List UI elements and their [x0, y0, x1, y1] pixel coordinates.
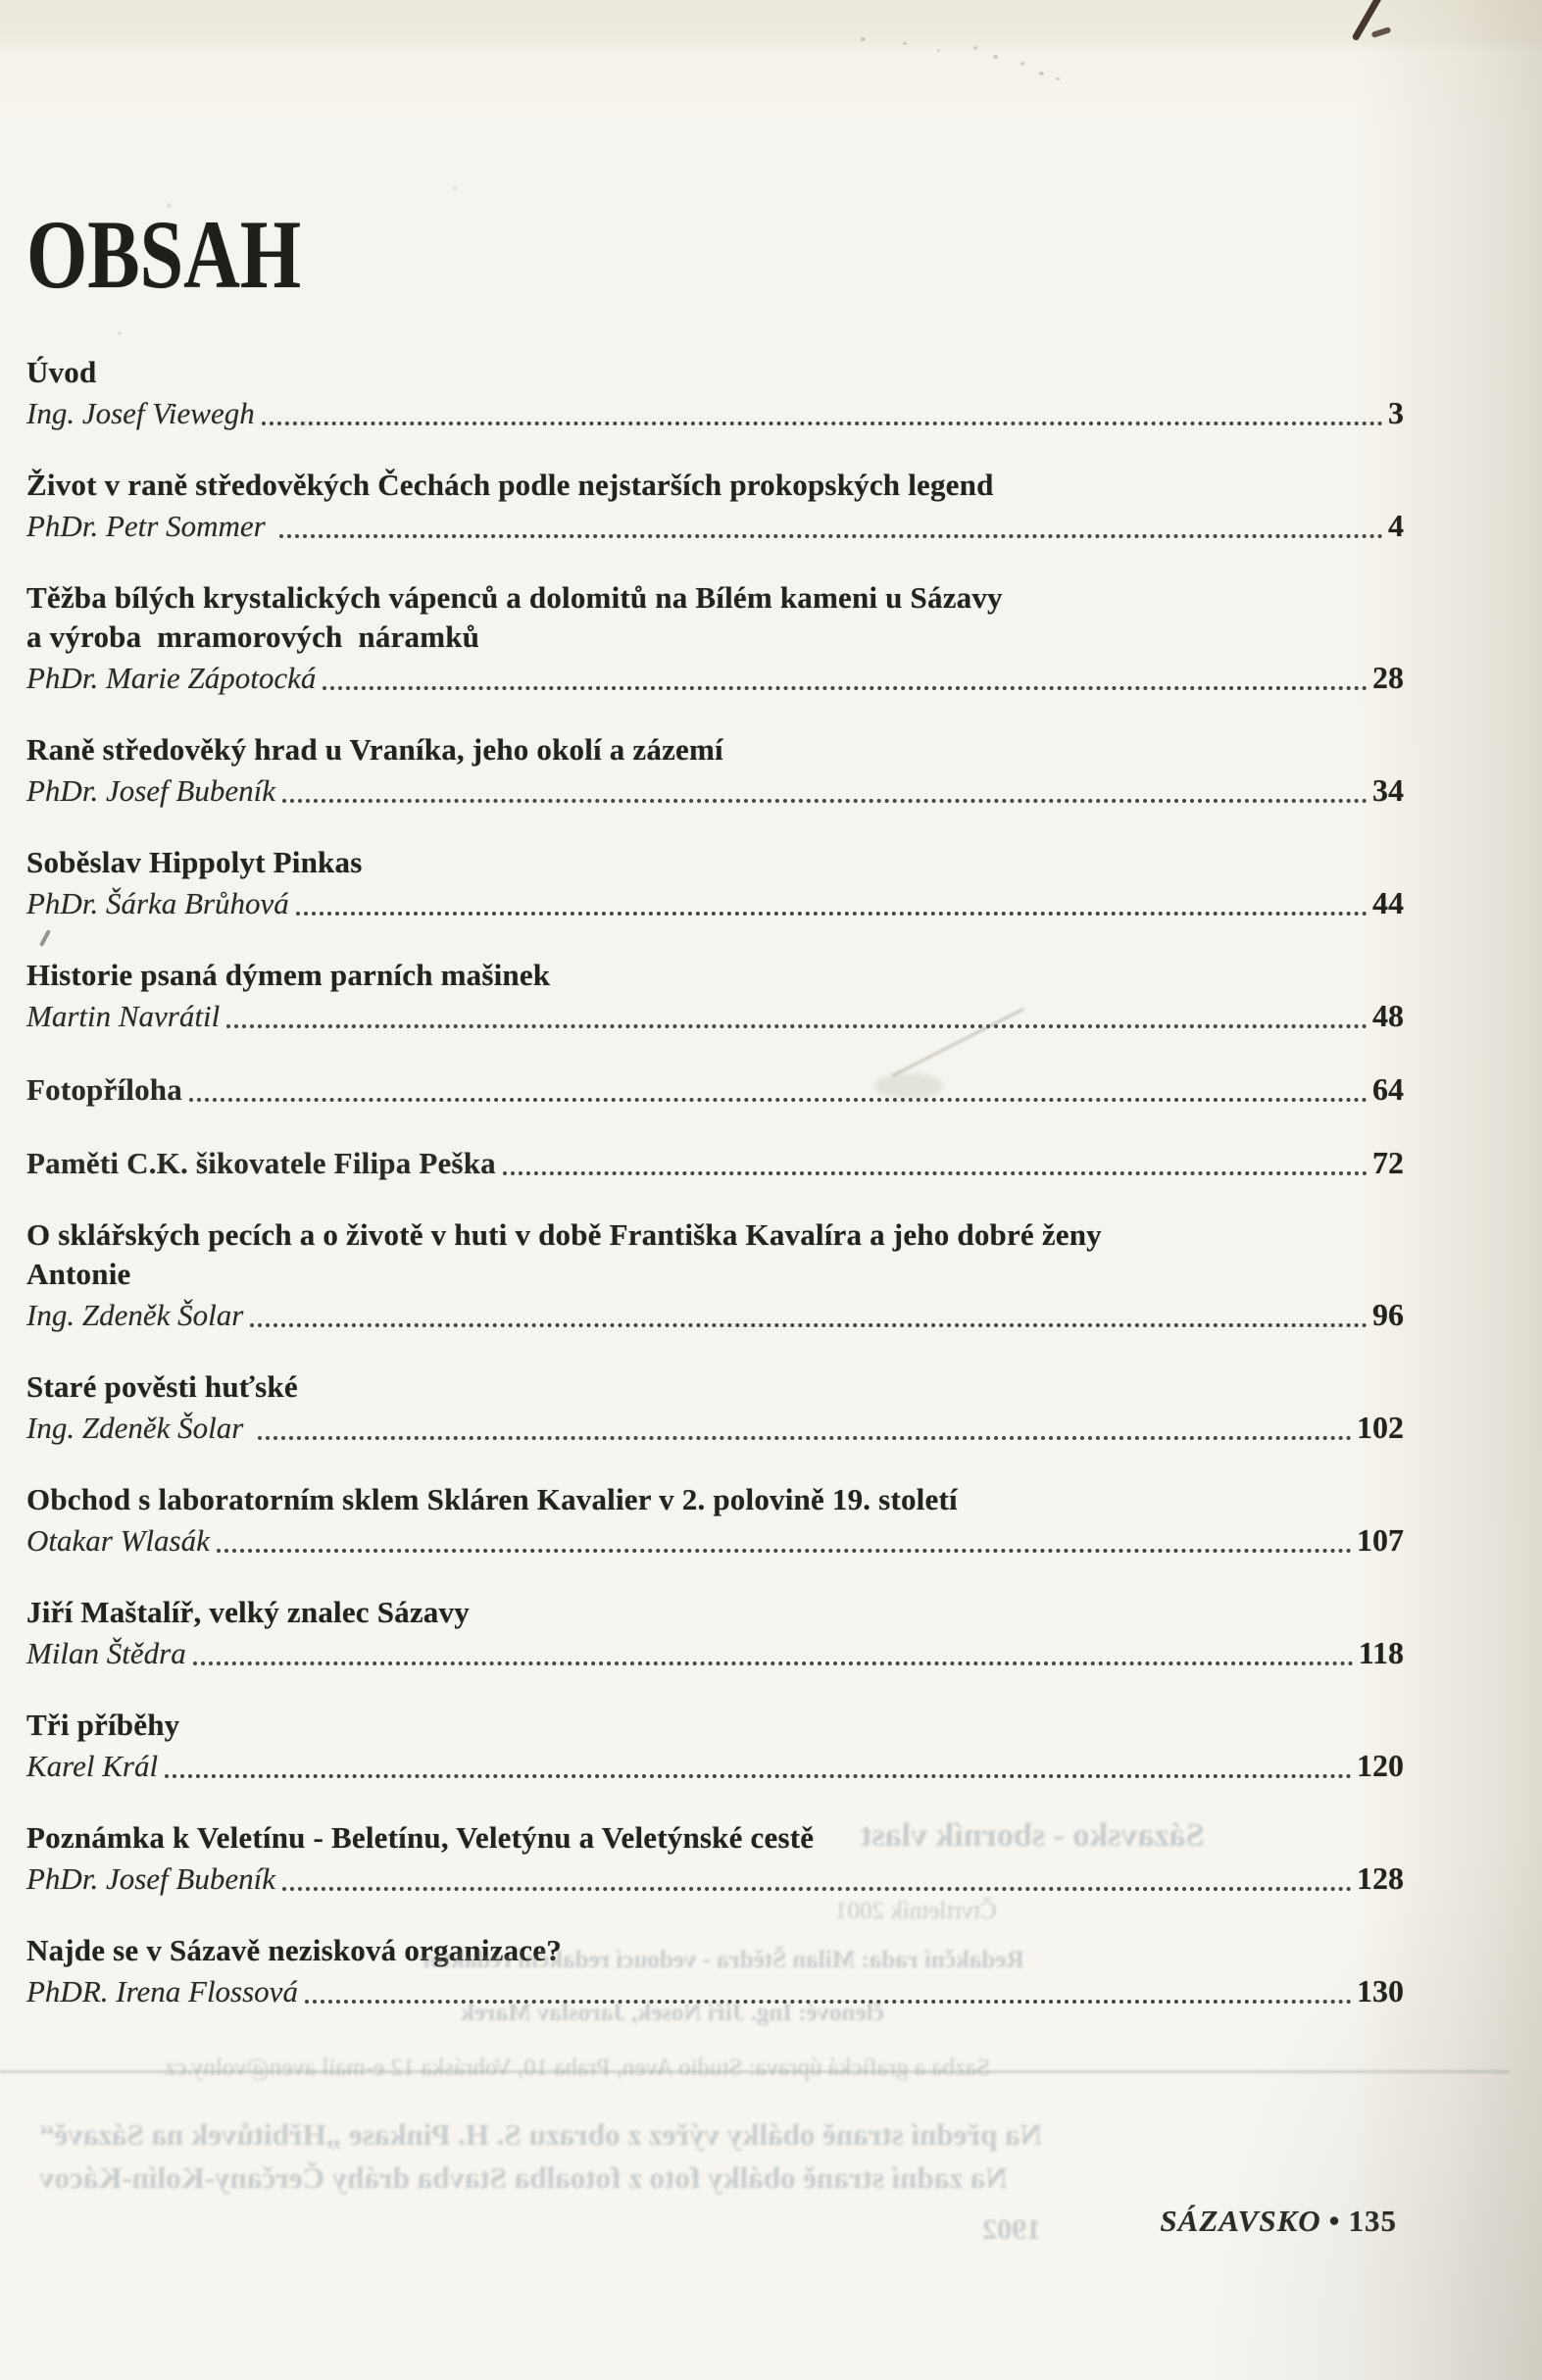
- dotted-leader: [193, 1661, 1354, 1665]
- scan-artifact-stroke: [1371, 26, 1392, 38]
- toc-page-number: 96: [1372, 1297, 1404, 1332]
- toc-leader-row: [26, 769, 1404, 812]
- toc-entry-title-line: Úvod: [26, 355, 97, 389]
- toc-page-number: 48: [1372, 998, 1404, 1033]
- page-title: [26, 200, 1404, 309]
- toc-page-number: 120: [1357, 1748, 1404, 1783]
- footer-bullet-icon: •: [1328, 2204, 1341, 2238]
- toc-page-number: 34: [1372, 772, 1404, 808]
- scan-artifact-speck: [973, 46, 977, 50]
- bleedthrough-text: 1902: [982, 2213, 1041, 2246]
- toc-entry-title-line: Raně středověký hrad u Vraníka, jeho okolí a zázemí: [26, 732, 723, 767]
- bleedthrough-text: Čtvrtletník 2001: [835, 1898, 997, 1924]
- toc-page-number: 118: [1358, 1635, 1404, 1670]
- scan-artifact-speck: [861, 37, 866, 41]
- journal-name: SÁZAVSKO: [1160, 2204, 1321, 2238]
- toc-leader-row: [26, 1142, 1404, 1184]
- toc-page-number: 102: [1357, 1410, 1404, 1445]
- dotted-leader: [217, 1549, 1352, 1553]
- toc-author: PhDR. Irena Flossová: [26, 1974, 298, 2008]
- toc-leader-row: [26, 1858, 1404, 1900]
- toc-author: PhDr. Petr Sommer: [26, 509, 274, 543]
- toc-leader-row: [26, 1407, 1404, 1449]
- toc-entry: [26, 730, 1404, 812]
- footer-page-number: 135: [1348, 2204, 1397, 2238]
- toc-page-number: 64: [1372, 1071, 1404, 1107]
- toc-author: Martin Navrátil: [26, 999, 221, 1033]
- journal-footer: [1160, 2204, 1397, 2239]
- toc-entry: [26, 1931, 1404, 2012]
- toc-author: Ing. Zdeněk Šolar: [26, 1298, 244, 1332]
- toc-entry: [26, 1142, 1404, 1184]
- bleedthrough-rule: [0, 2070, 1510, 2073]
- scan-artifact-speck: [903, 42, 907, 45]
- toc-entry: [26, 843, 1404, 924]
- toc-entry-title-line: Jiří Maštalíř, velký znalec Sázavy: [26, 1595, 470, 1629]
- toc-author: Fotopříloha: [26, 1072, 182, 1107]
- toc-entry-title-line: Život v raně středověkých Čechách podle nejstarších prokopských legend: [26, 468, 994, 502]
- bleedthrough-text: Sazba a grafická úprava: Studio Aven, Praha 10, Vohráska 12 e-mail aven@volny.cz: [165, 2055, 990, 2081]
- dotted-leader: [279, 534, 1383, 538]
- toc-leader-row: [26, 1519, 1404, 1562]
- toc-author: Ing. Zdeněk Šolar: [26, 1411, 252, 1445]
- toc-page-number: 28: [1372, 660, 1404, 695]
- bleedthrough-text: Na přední straně obálky výřez z obrazu S. H. Pinkase „Hřbitůvek na Sázavě“: [39, 2117, 1043, 2152]
- toc-author: PhDr. Josef Bubeník: [26, 1861, 275, 1896]
- toc-page-number: 72: [1372, 1145, 1404, 1180]
- toc-leader-row: [26, 1970, 1404, 2012]
- toc-author: Ing. Josef Viewegh: [26, 396, 255, 430]
- dotted-leader: [250, 1323, 1368, 1327]
- dotted-leader: [282, 1887, 1352, 1891]
- toc-entry: [26, 1706, 1404, 1787]
- scan-artifact-speck: [1020, 62, 1024, 66]
- toc-leader-row: [26, 1294, 1404, 1336]
- dotted-leader: [282, 799, 1368, 803]
- scan-artifact-speck: [993, 55, 998, 59]
- toc-author: PhDr. Marie Zápotocká: [26, 661, 317, 695]
- toc-entry: [26, 1215, 1404, 1336]
- dotted-leader: [262, 421, 1383, 425]
- toc-entry-title-line: Tři příběhy: [26, 1708, 180, 1742]
- toc-page-number: 130: [1357, 1973, 1404, 2008]
- toc-leader-row: [26, 1632, 1404, 1674]
- toc-entry-title-line: Staré pověsti huťské: [26, 1369, 298, 1404]
- toc-entry: [26, 466, 1404, 547]
- toc-entry: [26, 1593, 1404, 1674]
- toc-author: Karel Král: [26, 1749, 159, 1783]
- toc-page-number: 128: [1357, 1860, 1404, 1896]
- toc-entry-title-line: Poznámka k Veletínu - Beletínu, Veletýnu a Veletýnské cestě: [26, 1820, 815, 1855]
- toc-content: [26, 200, 1404, 2044]
- bleedthrough-text: Redakční rada: Milan Štědra - vedoucí redakční redaktor: [420, 1947, 1024, 1973]
- toc-entry: [26, 956, 1404, 1037]
- toc-leader-row: [26, 505, 1404, 547]
- scan-artifact-speck: [1056, 77, 1060, 80]
- scan-artifact-speck: [1039, 72, 1044, 75]
- toc-entry-title-line: Historie psaná dýmem parních mašinek: [26, 958, 551, 992]
- toc-leader-row: [26, 995, 1404, 1037]
- toc-entry: [26, 1068, 1404, 1111]
- scan-artifact-stroke: [1351, 0, 1382, 41]
- toc-entry: [26, 578, 1404, 699]
- toc-author: Otakar Wlasák: [26, 1523, 210, 1558]
- bleedthrough-text: Na zadní straně obálky foto z fotoalba Stavba dráhy Čerčany-Kolín-Kácov: [39, 2160, 1008, 2195]
- scan-artifact-speck: [453, 186, 457, 190]
- toc-page-number: 4: [1388, 508, 1404, 543]
- toc-page-number: 107: [1357, 1522, 1404, 1558]
- toc-leader-row: [26, 392, 1404, 434]
- toc-entry-title-line: Najde se v Sázavě nezisková organizace?: [26, 1933, 562, 1967]
- toc-entry-title-line: Soběslav Hippolyt Pinkas: [26, 845, 363, 879]
- toc-author: PhDr. Šárka Brůhová: [26, 886, 289, 920]
- dotted-leader: [165, 1774, 1352, 1778]
- toc-entry-title-line: Antonie: [26, 1257, 131, 1291]
- toc-leader-row: [26, 1745, 1404, 1787]
- toc-entry: [26, 353, 1404, 434]
- toc-entry-title-line: O sklářských pecích a o životě v huti v době Františka Kavalíra a jeho dobré ženy: [26, 1217, 1102, 1252]
- dotted-leader: [258, 1436, 1352, 1440]
- page-title-text: OBSAH: [26, 200, 302, 309]
- toc-leader-row: [26, 882, 1404, 924]
- toc-leader-row: [26, 657, 1404, 699]
- toc-author: Paměti C.K. šikovatele Filipa Peška: [26, 1146, 496, 1180]
- toc-entry-title-line: Těžba bílých krystalických vápenců a dolomitů na Bílém kameni u Sázavy: [26, 580, 1003, 615]
- toc-list: [26, 353, 1404, 2012]
- dotted-leader: [189, 1098, 1368, 1102]
- toc-author: PhDr. Josef Bubeník: [26, 773, 275, 808]
- bleedthrough-text: Sázavsko - sborník vlast: [861, 1817, 1205, 1854]
- toc-entry: [26, 1480, 1404, 1562]
- dotted-leader: [323, 686, 1368, 690]
- dotted-leader: [226, 1024, 1368, 1028]
- scan-artifact-speck: [937, 49, 940, 52]
- toc-entry-title-line: a výroba mramorových náramků: [26, 620, 480, 654]
- dotted-leader: [305, 2000, 1352, 2004]
- toc-entry: [26, 1367, 1404, 1449]
- dotted-leader: [503, 1171, 1368, 1175]
- toc-author: Milan Štědra: [26, 1636, 186, 1670]
- toc-page-number: 3: [1388, 395, 1404, 430]
- toc-entry-title-line: Obchod s laboratorním sklem Skláren Kavalier v 2. polovině 19. století: [26, 1482, 958, 1516]
- toc-leader-row: [26, 1068, 1404, 1111]
- toc-entry: [26, 1818, 1404, 1900]
- dotted-leader: [296, 912, 1368, 916]
- toc-page-number: 44: [1372, 885, 1404, 920]
- bleedthrough-text: členové: Ing. Jiří Nosek, Jaroslav Marek: [461, 2000, 884, 2026]
